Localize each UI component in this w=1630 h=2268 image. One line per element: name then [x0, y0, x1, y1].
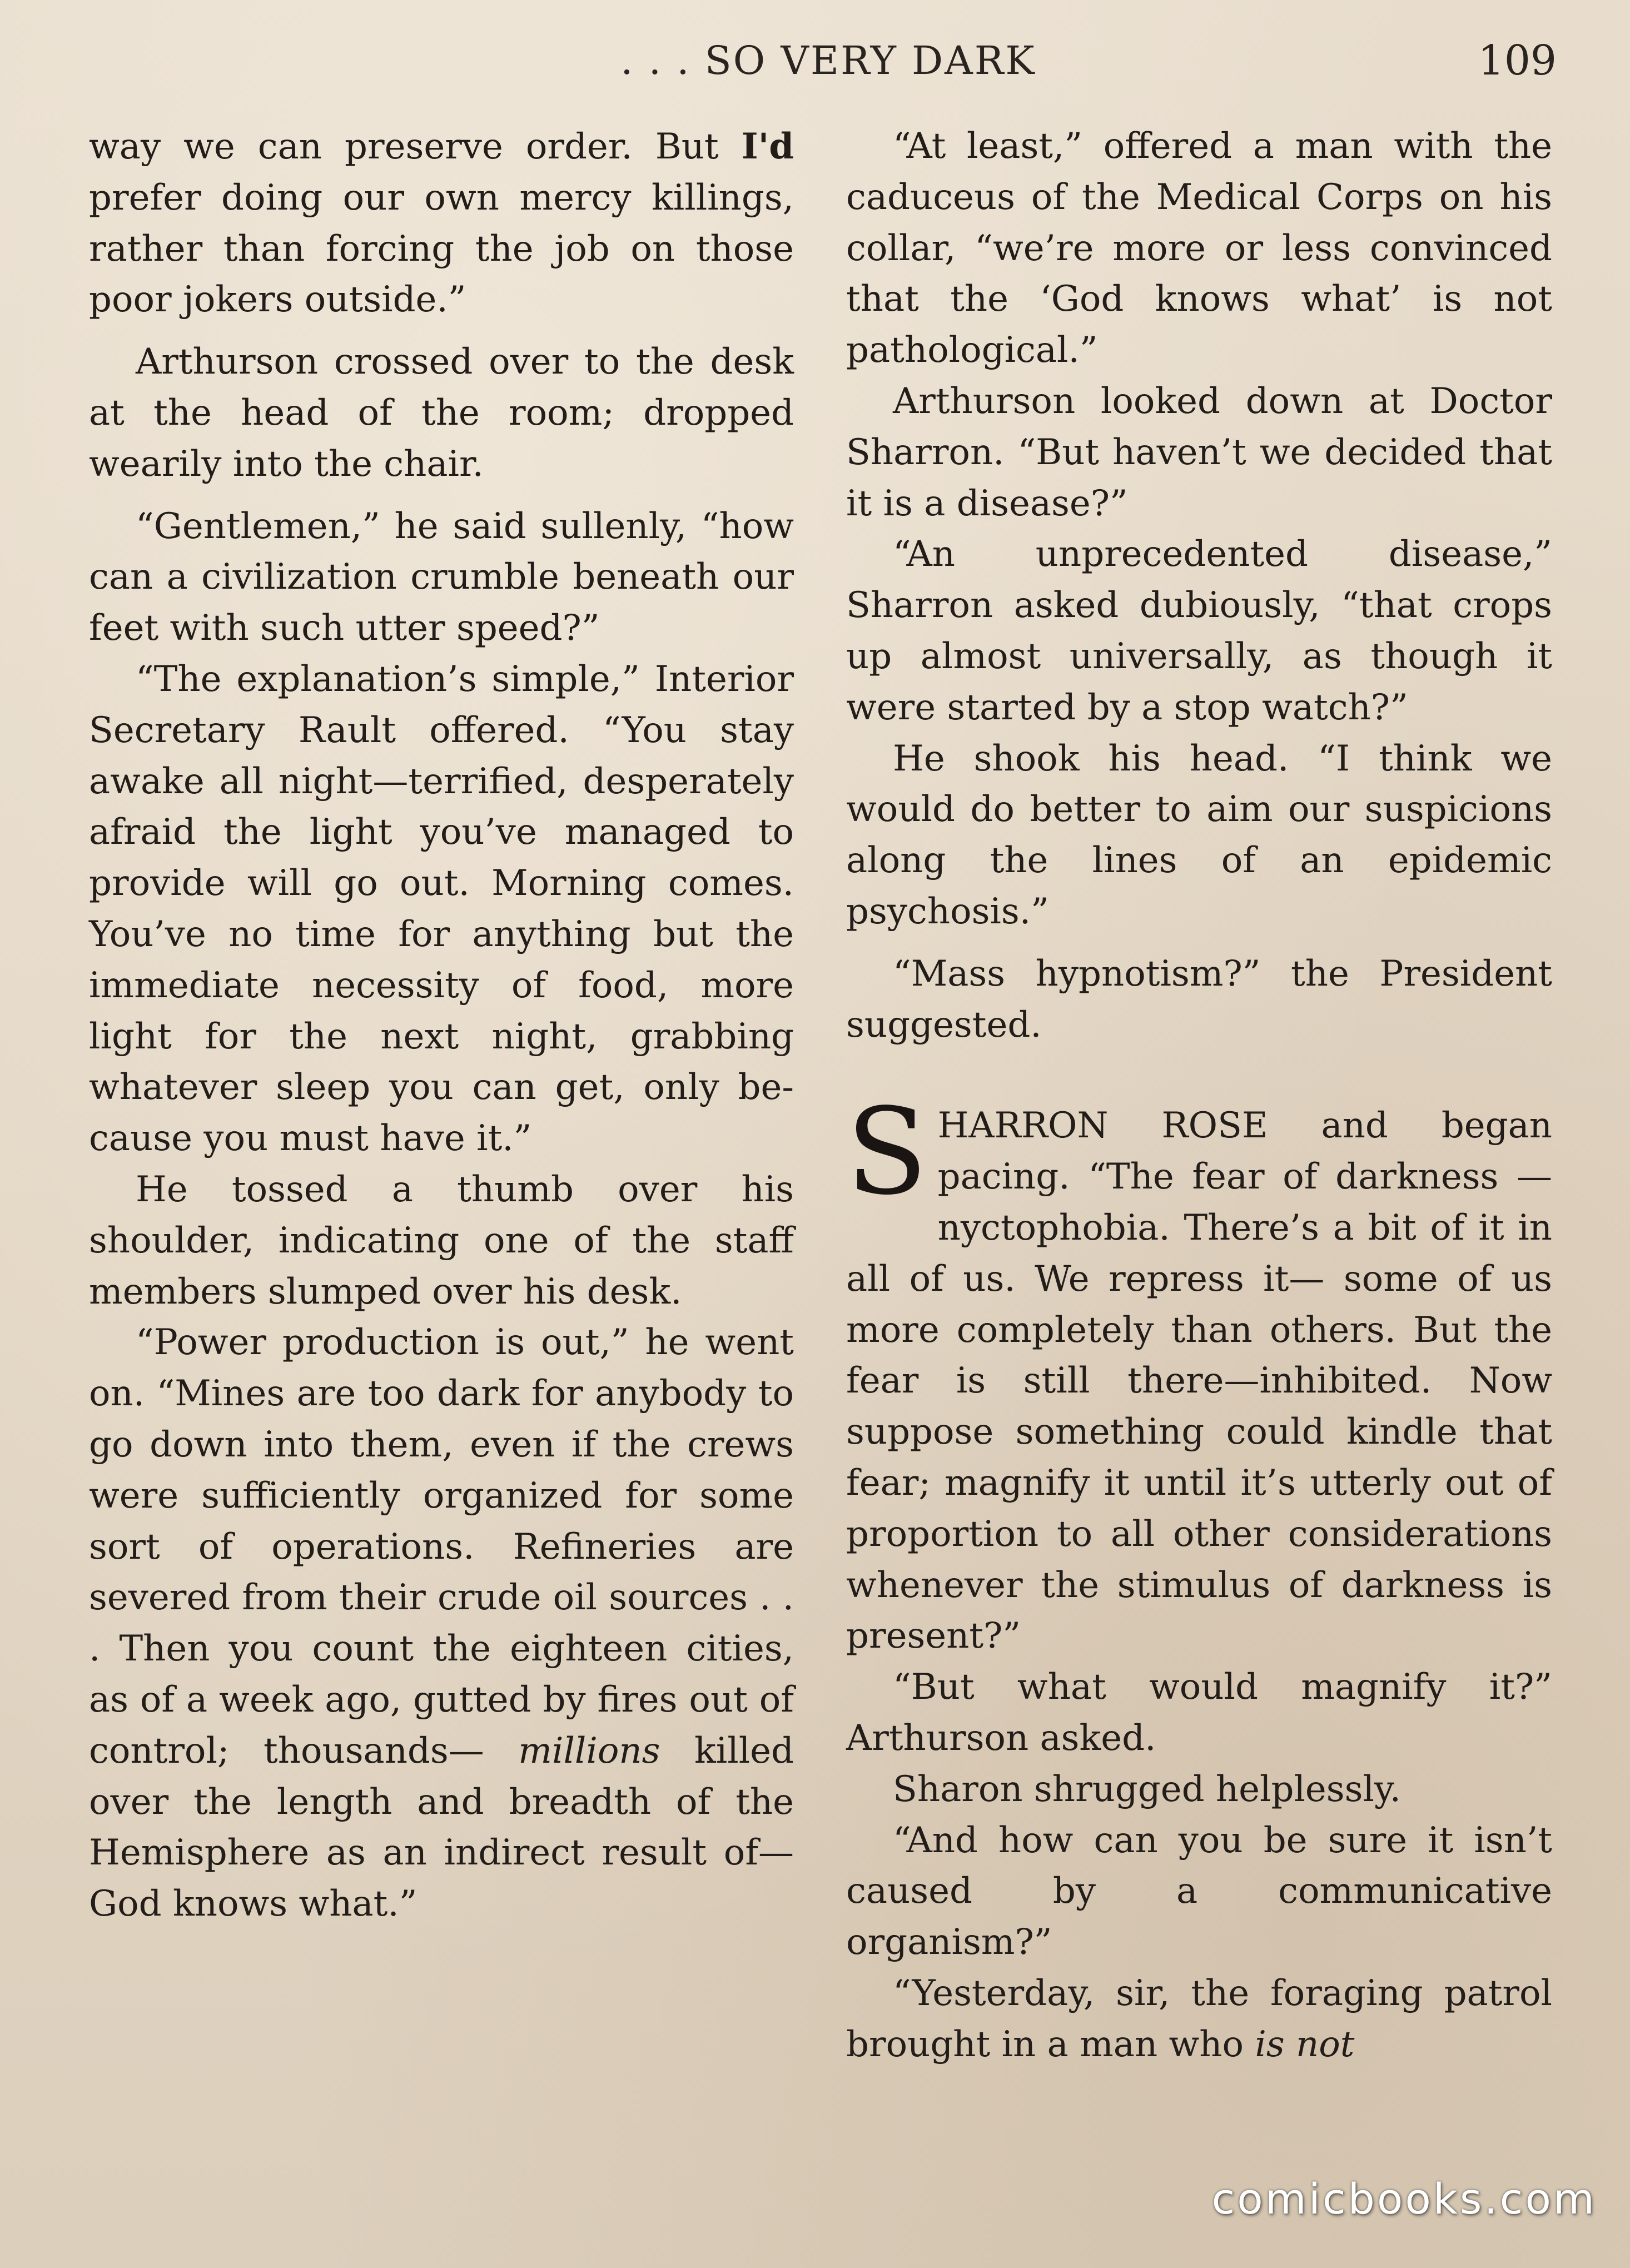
paragraph-text: HARRON ROSE and began pacing. “The fear of darkness —nyctophobia. There’s a bit of it in all of us. We repress it— some of us more completely than others. But the fear is still there—inhibited. Now suppose something could kindle that fear; magnify it until it’s utterly out of proportion to all other considerations whenever the stimulus of darkness is present?” — [846, 1105, 1552, 1657]
drop-cap: S — [846, 1083, 928, 1222]
emphasis-italic: is not — [1255, 2023, 1355, 2065]
emphasis-bold: I'd — [741, 126, 794, 167]
paragraph — [846, 1968, 1552, 2071]
paragraph: He tossed a thumb over his shoulder, indicating one of the staff members slumped over his desk. — [89, 1168, 794, 1312]
paragraph — [89, 1317, 794, 1930]
section-paragraph — [846, 1083, 1552, 1662]
running-title: . . . SO VERY DARK — [620, 38, 1036, 83]
page-number: 109 — [1478, 37, 1557, 84]
paragraph — [89, 121, 794, 326]
paragraph: “Mass hypnotism?” the President suggested. — [846, 953, 1552, 1046]
paragraph: “And how can you be sure it isn’t caused by a communicative organism?” — [846, 1819, 1552, 1963]
paragraph: “Gentlemen,” he said sullenly, “how can a civilization crumble beneath our feet with such utter speed?” — [89, 505, 794, 649]
paragraph-text: “Power production is out,” he went on. “Mines are too dark for anybody to go down into them, even if the crews were sufficiently organized for some sort of operations. Refineries are severed from their crude oil sources . . . Then you count the eighteen cities, as of a week ago, gutted by fires out of control; thousands— — [89, 1322, 794, 1772]
paragraph: Sharon shrugged helplessly. — [893, 1768, 1401, 1810]
paragraph: Arthurson looked down at Doctor Sharron. “But haven’t we decided that it is a disease?” — [846, 380, 1552, 524]
paragraph: “But what would magnify it?” Arthurson asked. — [846, 1667, 1552, 1759]
site-watermark: comicbooks.com — [1211, 2174, 1597, 2224]
right-column — [846, 121, 1552, 2070]
paragraph-text: “Yesterday, sir, the foraging patrol brought in a man who — [846, 1972, 1552, 2065]
paragraph: “An unprecedented disease,” Sharron asked dubiously, “that crops up almost universally, as though it were started by a stop watch?” — [846, 534, 1552, 728]
paragraph-text: killed over the length and breadth of the Hemisphere as an indirect result of—God knows what.” — [89, 1730, 794, 1925]
paragraph: “At least,” offered a man with the caduceus of the Medical Corps on his collar, “we’re more or less convinced that the ‘God knows what’ is not pathological.” — [846, 126, 1552, 371]
paragraph-text: prefer doing our own mercy killings, rather than forcing the job on those poor jokers outside.” — [89, 177, 794, 321]
emphasis-italic: millions — [518, 1730, 660, 1772]
paragraph: “The explanation’s simple,” Interior Secretary Rault offered. “You stay awake all night—terrified, desperately afraid the light you’ve managed to provide will go out. Morning comes. You’ve no time for anything but the immediate necessity of food, more light for the next night, grabbing whatever sleep you can get, only because you must have it.” — [89, 658, 794, 1160]
paragraph: He shook his head. “I think we would do better to aim our suspicions along the lines of an epidemic psychosis.” — [846, 738, 1552, 932]
left-column — [89, 121, 794, 1930]
paragraph-text: way we can preserve order. But — [89, 126, 742, 167]
paragraph: Arthurson crossed over to the desk at the head of the room; dropped wearily into the chair. — [89, 341, 794, 485]
